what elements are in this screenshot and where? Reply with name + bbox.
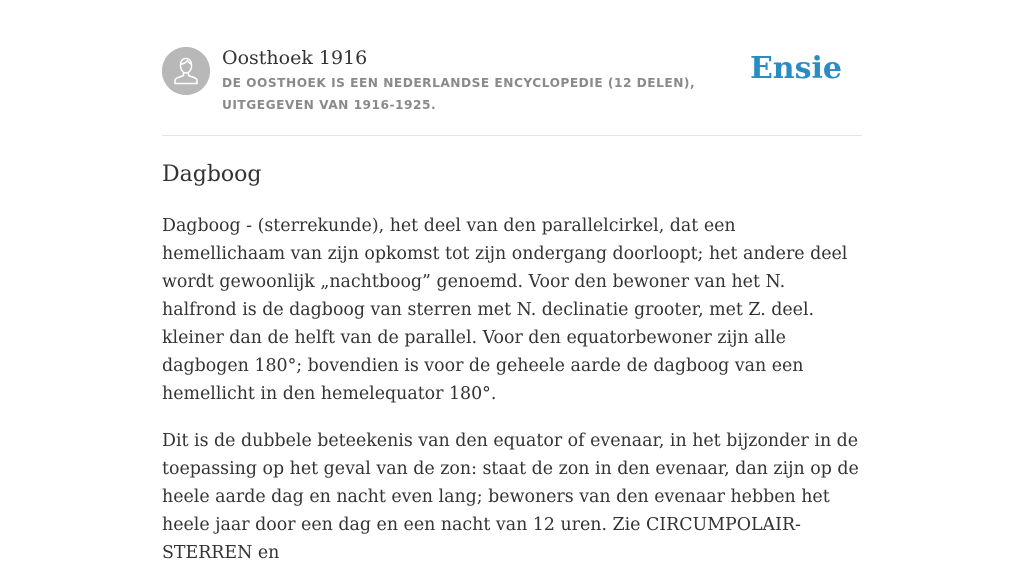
user-avatar-icon[interactable]: [162, 47, 210, 95]
article-body: [162, 212, 862, 586]
ensie-logo[interactable]: Ensie: [749, 51, 842, 86]
article-paragraph: Dit is de dubbele beteekenis van den equator of evenaar, in het bijzonder in de toepassing op het geval van de zon: staat de zon in den evenaar, dan zijn op de heele aarde dag en nacht even lang; bewoners van den evenaar hebben het heele jaar door een dag en een nacht van 12 uren. Zie CIRCUMPOLAIR-STERREN en: [162, 431, 859, 563]
header-divider: [162, 135, 862, 136]
article-paragraph: Dagboog - (sterrekunde), het deel van den parallelcirkel, dat een hemellichaam van zijn opkomst tot zijn ondergang doorloopt; het andere deel wordt gewoonlijk „nachtboog” genoemd. Voor den bewoner van het N. halfrond is de dagboog van sterren met N. declinatie grooter, met Z. deel. kleiner dan de helft van de parallel. Voor den equatorbewoner zijn alle dagbogen 180°; bovendien is voor de geheele aarde de dagboog van een hemellicht in den hemelequator 180°.: [162, 216, 848, 404]
source-description: DE OOSTHOEK IS EEN NEDERLANDSE ENCYCLOPEDIE (12 DELEN), UITGEGEVEN VAN 1916-1925.: [222, 76, 696, 112]
source-name[interactable]: Oosthoek 1916: [222, 47, 368, 69]
source-header: [162, 46, 862, 116]
article-title: Dagboog: [162, 162, 262, 187]
